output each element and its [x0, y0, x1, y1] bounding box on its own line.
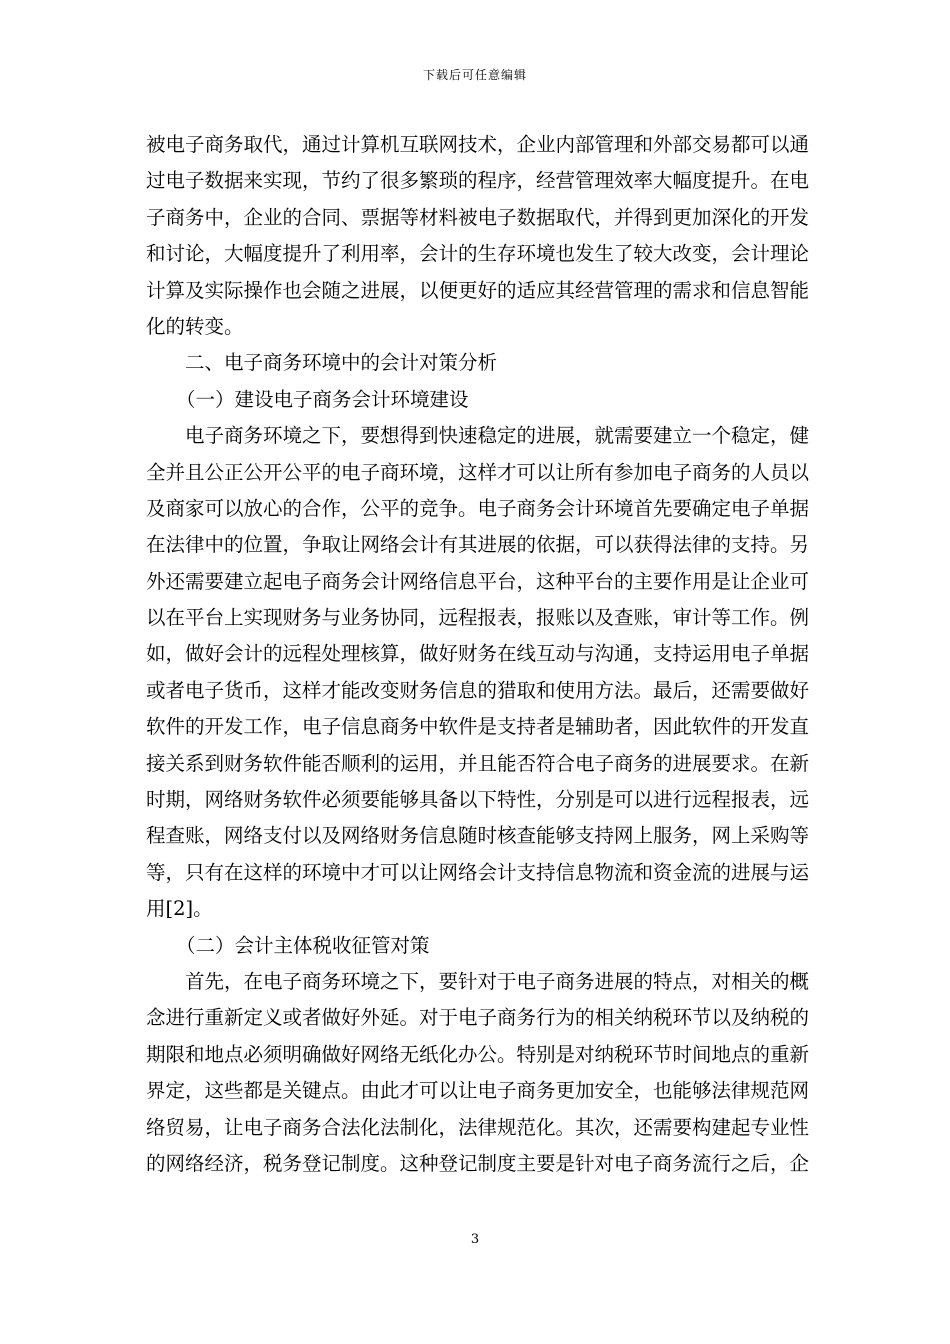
- text-line: 络贸易，让电子商务合法化法制化，法律规范化。其次，还需要构建起专业性: [146, 1115, 810, 1139]
- text-line: 以在平台上实现财务与业务协同，远程报表，报账以及查账，审计等工作。例: [146, 606, 810, 630]
- text-line: 外还需要建立起电子商务会计网络信息平台，这种平台的主要作用是让企业可: [146, 569, 810, 593]
- text-line: 化的转变。: [146, 314, 244, 338]
- text-line: 和讨论，大幅度提升了利用率，会计的生存环境也发生了较大改变，会计理论: [146, 242, 810, 266]
- text-line: 或者电子货币，这样才能改变财务信息的猎取和使用方法。最后，还需要做好: [146, 678, 810, 702]
- section-heading: 二、电子商务环境中的会计对策分析: [185, 351, 498, 375]
- text-line: 软件的开发工作，电子信息商务中软件是支持者是辅助者，因此软件的开发直: [146, 715, 810, 739]
- text-line: 用[2]。: [146, 897, 213, 921]
- text-line: 如，做好会计的远程处理核算，做好财务在线互动与沟通，支持运用电子单据: [146, 642, 810, 666]
- subsection-heading: （二）会计主体税收征管对策: [176, 933, 430, 957]
- text-line: 界定，这些都是关键点。由此才可以让电子商务更加安全，也能够法律规范网: [146, 1079, 810, 1103]
- text-line: 程查账，网络支付以及网络财务信息随时核查能够支持网上服务，网上采购等: [146, 824, 810, 848]
- page-header: 下载后可任意编辑: [422, 68, 527, 82]
- text-line: 时期，网络财务软件必须要能够具备以下特性，分别是可以进行远程报表，远: [146, 788, 810, 812]
- text-line: 全并且公正公开公平的电子商环境，这样才可以让所有参加电子商务的人员以: [146, 460, 810, 484]
- text-line: 子商务中，企业的合同、票据等材料被电子数据取代，并得到更加深化的开发: [146, 205, 810, 229]
- text-line: 等，只有在这样的环境中才可以让网络会计支持信息物流和资金流的进展与运: [146, 860, 810, 884]
- text-line: 在法律中的位置，争取让网络会计有其进展的依据，可以获得法律的支持。另: [146, 533, 810, 557]
- text-line: 被电子商务取代，通过计算机互联网技术，企业内部管理和外部交易都可以通: [146, 133, 810, 156]
- text-line: 念进行重新定义或者做好外延。对于电子商务行为的相关纳税环节以及纳税的: [146, 1006, 810, 1030]
- text-line: 期限和地点必须明确做好网络无纸化办公。特别是对纳税环节时间地点的重新: [146, 1042, 810, 1066]
- text-line: 及商家可以放心的合作，公平的竞争。电子商务会计环境首先要确定电子单据: [146, 496, 810, 520]
- page-number: 3: [470, 1232, 480, 1247]
- document-body: [146, 127, 810, 1182]
- text-line: 接关系到财务软件能否顺利的运用，并且能否符合电子商务的进展要求。在新: [146, 751, 810, 775]
- text-line: 首先，在电子商务环境之下，要针对于电子商务进展的特点，对相关的概: [185, 969, 810, 993]
- text-line: 的网络经济，税务登记制度。这种登记制度主要是针对电子商务流行之后，企: [146, 1151, 810, 1175]
- text-line: 过电子数据来实现，节约了很多繁琐的程序，经营管理效率大幅度提升。在电: [146, 169, 810, 193]
- subsection-heading: （一）建设电子商务会计环境建设: [176, 387, 469, 411]
- text-line: 计算及实际操作也会随之进展，以便更好的适应其经营管理的需求和信息智能: [146, 278, 810, 302]
- text-line: 电子商务环境之下，要想得到快速稳定的进展，就需要建立一个稳定，健: [185, 424, 810, 448]
